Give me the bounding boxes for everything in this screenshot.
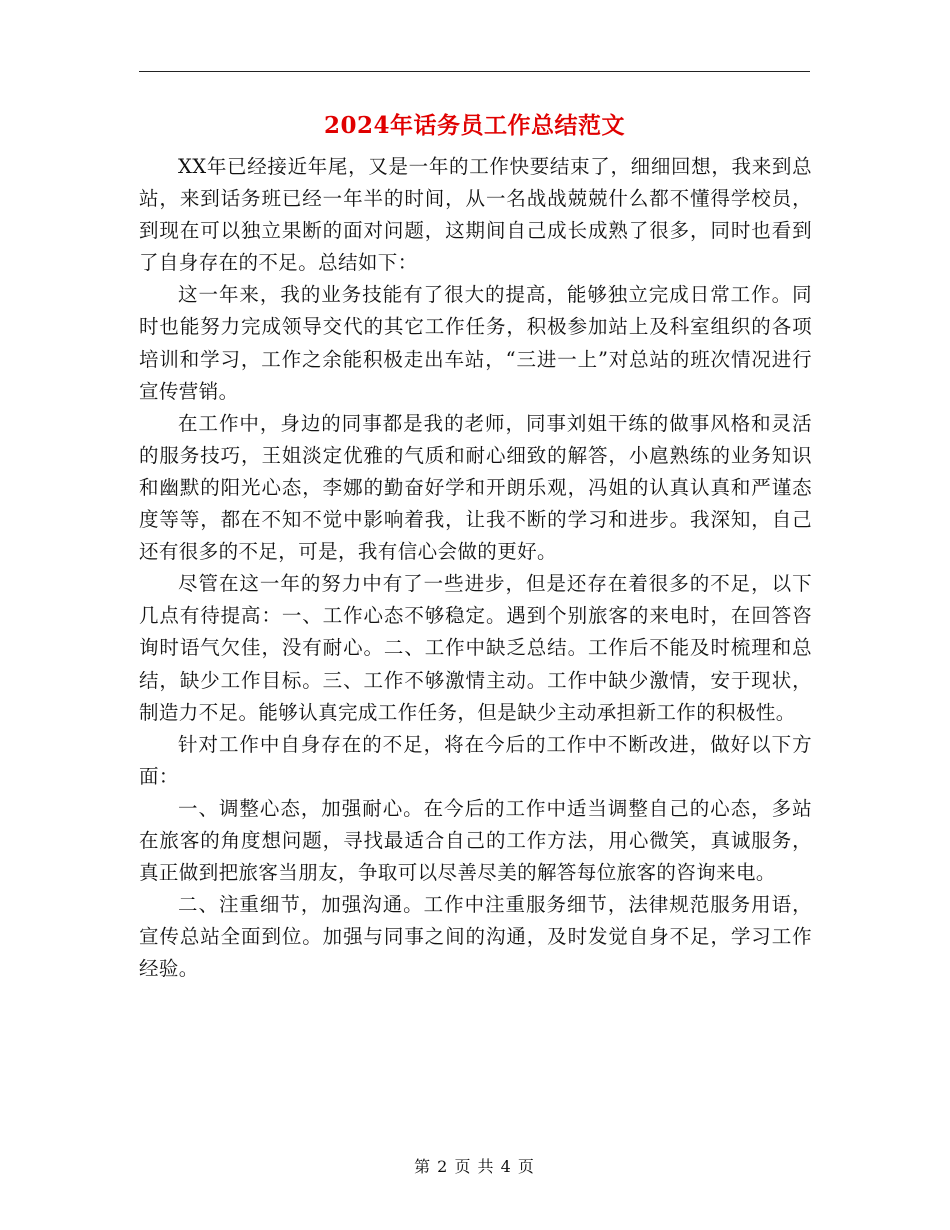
paragraph-1: XX年已经接近年尾，又是一年的工作快要结束了，细细回想，我来到总站，来到话务班已经一年半的时间，从一名战战兢兢什么都不懂得学校员，到现在可以独立果断的面对问题，这期间自己成长成熟了很多，同时也看到了自身存在的不足。总结如下： bbox=[139, 155, 812, 275]
header-rule bbox=[139, 71, 810, 72]
paragraph-5: 针对工作中自身存在的不足，将在今后的工作中不断改进，做好以下方面： bbox=[139, 732, 812, 788]
page-number-footer: 第 2 页 共 4 页 bbox=[414, 1157, 535, 1176]
document-body bbox=[139, 151, 812, 985]
paragraph-2: 这一年来，我的业务技能有了很大的提高，能够独立完成日常工作。同时也能努力完成领导交代的其它工作任务，积极参加站上及科室组织的各项培训和学习，工作之余能积极走出车站，“三进一上”对总站的班次情况进行宣传营销。 bbox=[139, 283, 812, 403]
paragraph-7: 二、注重细节，加强沟通。工作中注重服务细节，法律规范服务用语，宣传总站全面到位。加强与同事之间的沟通，及时发觉自身不足，学习工作经验。 bbox=[139, 893, 812, 981]
document-title: 2024年话务员工作总结范文 bbox=[323, 112, 625, 139]
paragraph-6: 一、调整心态，加强耐心。在今后的工作中适当调整自己的心态，多站在旅客的角度想问题，寻找最适合自己的工作方法，用心微笑，真诚服务，真正做到把旅客当朋友，争取可以尽善尽美的解答每位旅客的咨询来电。 bbox=[139, 796, 812, 885]
paragraph-4: 尽管在这一年的努力中有了一些进步，但是还存在着很多的不足，以下几点有待提高：一、工作心态不够稳定。遇到个别旅客的来电时，在回答咨询时语气欠佳，没有耐心。二、工作中缺乏总结。工作后不能及时梳理和总结，缺少工作目标。三、工作不够激情主动。工作中缺少激情，安于现状，制造力不足。能够认真完成工作任务，但是缺少主动承担新工作的积极性。 bbox=[139, 572, 812, 724]
paragraph-3: 在工作中，身边的同事都是我的老师，同事刘姐干练的做事风格和灵活的服务技巧，王姐淡定优雅的气质和耐心细致的解答，小扈熟练的业务知识和幽默的阳光心态，李娜的勤奋好学和开朗乐观，冯姐的认真认真和严谨态度等等，都在不知不觉中影响着我，让我不断的学习和进步。我深知，自己还有很多的不足，可是，我有信心会做的更好。 bbox=[139, 411, 812, 564]
